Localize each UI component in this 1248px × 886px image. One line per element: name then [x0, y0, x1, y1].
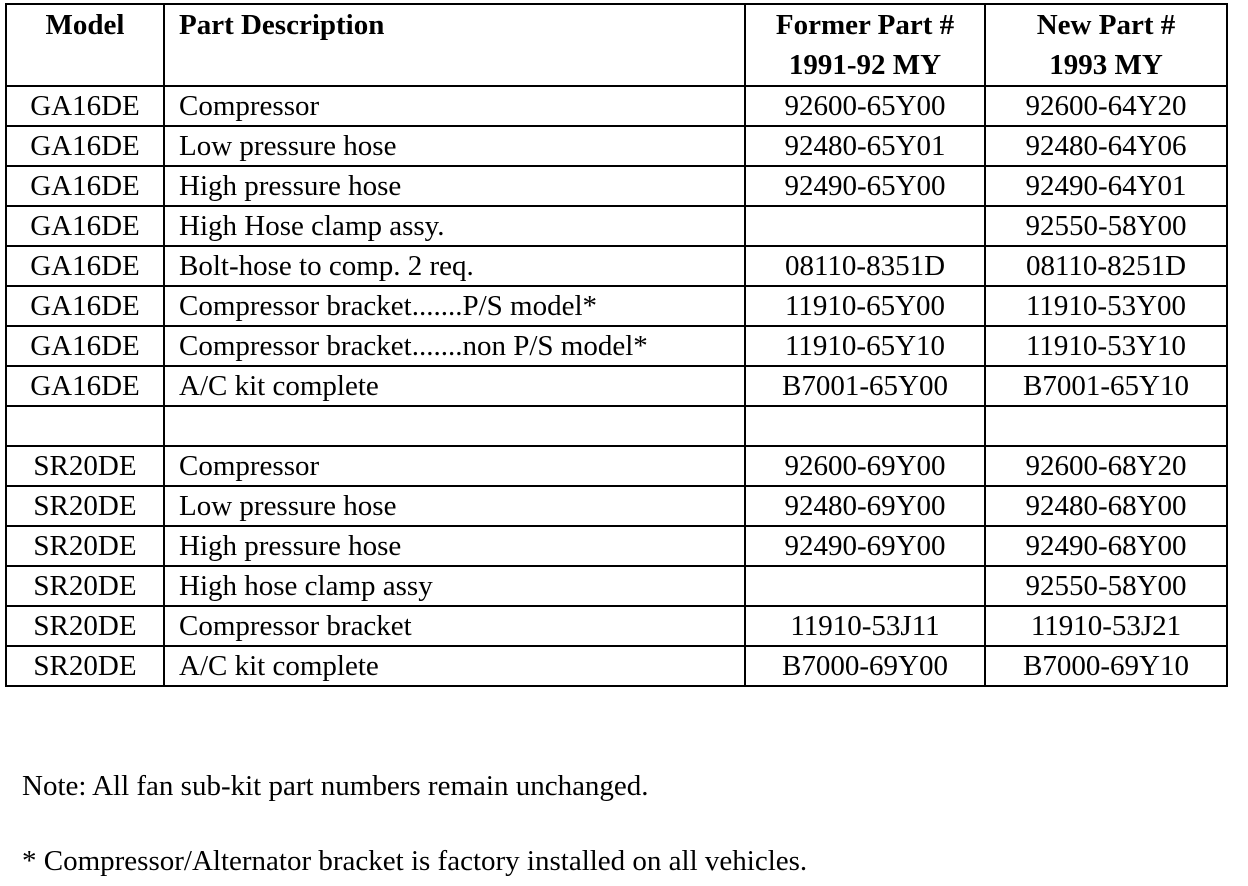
table-header: [6, 4, 1227, 86]
model-cell: SR20DE: [6, 566, 164, 606]
model-cell: SR20DE: [6, 606, 164, 646]
parts-table: [5, 3, 1228, 687]
header-new-line1: New Part #: [1036, 9, 1176, 41]
model-cell: GA16DE: [6, 86, 164, 126]
former-part-cell: 92480-69Y00: [745, 486, 985, 526]
table-row: [6, 526, 1227, 566]
new-part-cell: 92550-58Y00: [985, 206, 1227, 246]
model-cell: GA16DE: [6, 286, 164, 326]
former-part-cell: 08110-8351D: [745, 246, 985, 286]
new-part-cell: 92490-68Y00: [985, 526, 1227, 566]
bracket-footnote: * Compressor/Alternator bracket is factory installed on all vehicles.: [22, 845, 808, 877]
description-cell: Compressor bracket.......non P/S model*: [164, 326, 745, 366]
table-row: [6, 406, 1227, 446]
description-cell: Compressor bracket.......P/S model*: [164, 286, 745, 326]
new-part-cell: B7001-65Y10: [985, 366, 1227, 406]
header-model-label: Model: [45, 9, 125, 41]
new-part-cell: 92480-68Y00: [985, 486, 1227, 526]
new-part-cell: 11910-53Y00: [985, 286, 1227, 326]
former-part-cell: B7001-65Y00: [745, 366, 985, 406]
header-description-label: Part Description: [179, 9, 385, 41]
new-part-cell: [985, 406, 1227, 446]
description-cell: High hose clamp assy: [164, 566, 745, 606]
new-part-cell: 92600-64Y20: [985, 86, 1227, 126]
table-row: [6, 366, 1227, 406]
former-part-cell: 92490-69Y00: [745, 526, 985, 566]
header-description: [164, 4, 745, 86]
description-cell: High pressure hose: [164, 166, 745, 206]
new-part-cell: 92600-68Y20: [985, 446, 1227, 486]
model-cell: SR20DE: [6, 486, 164, 526]
table-row: [6, 286, 1227, 326]
table-row: [6, 246, 1227, 286]
former-part-cell: [745, 566, 985, 606]
description-cell: High Hose clamp assy.: [164, 206, 745, 246]
table-row: [6, 486, 1227, 526]
header-former-part: [745, 4, 985, 86]
header-new-part: [985, 4, 1227, 86]
model-cell: GA16DE: [6, 366, 164, 406]
table-row: [6, 206, 1227, 246]
table-row: [6, 606, 1227, 646]
model-cell: SR20DE: [6, 526, 164, 566]
former-part-cell: [745, 206, 985, 246]
former-part-cell: 92480-65Y01: [745, 126, 985, 166]
former-part-cell: B7000-69Y00: [745, 646, 985, 686]
description-cell: Low pressure hose: [164, 486, 745, 526]
header-new-line2: 1993 MY: [1049, 49, 1163, 81]
description-cell: Low pressure hose: [164, 126, 745, 166]
model-cell: GA16DE: [6, 206, 164, 246]
description-cell: Compressor bracket: [164, 606, 745, 646]
description-cell: Bolt-hose to comp. 2 req.: [164, 246, 745, 286]
description-cell: A/C kit complete: [164, 646, 745, 686]
description-cell: Compressor: [164, 86, 745, 126]
model-cell: SR20DE: [6, 646, 164, 686]
model-cell: GA16DE: [6, 166, 164, 206]
table-row: [6, 126, 1227, 166]
former-part-cell: 92600-69Y00: [745, 446, 985, 486]
description-cell: [164, 406, 745, 446]
table-body: [6, 86, 1227, 686]
model-cell: GA16DE: [6, 126, 164, 166]
new-part-cell: B7000-69Y10: [985, 646, 1227, 686]
table-row: [6, 646, 1227, 686]
model-cell: SR20DE: [6, 446, 164, 486]
header-row: [6, 4, 1227, 86]
header-former-line2: 1991-92 MY: [788, 49, 942, 81]
former-part-cell: 11910-65Y10: [745, 326, 985, 366]
new-part-cell: 08110-8251D: [985, 246, 1227, 286]
model-cell: [6, 406, 164, 446]
former-part-cell: [745, 406, 985, 446]
header-model: [6, 4, 164, 86]
description-cell: Compressor: [164, 446, 745, 486]
table-row: [6, 326, 1227, 366]
table-row: [6, 566, 1227, 606]
former-part-cell: 11910-53J11: [745, 606, 985, 646]
fan-kit-note: Note: All fan sub-kit part numbers remain unchanged.: [22, 770, 649, 802]
model-cell: GA16DE: [6, 326, 164, 366]
new-part-cell: 92550-58Y00: [985, 566, 1227, 606]
former-part-cell: 92490-65Y00: [745, 166, 985, 206]
former-part-cell: 11910-65Y00: [745, 286, 985, 326]
new-part-cell: 92480-64Y06: [985, 126, 1227, 166]
description-cell: A/C kit complete: [164, 366, 745, 406]
header-former-line1: Former Part #: [775, 9, 955, 41]
new-part-cell: 11910-53J21: [985, 606, 1227, 646]
former-part-cell: 92600-65Y00: [745, 86, 985, 126]
table-row: [6, 166, 1227, 206]
new-part-cell: 11910-53Y10: [985, 326, 1227, 366]
model-cell: GA16DE: [6, 246, 164, 286]
table-row: [6, 86, 1227, 126]
new-part-cell: 92490-64Y01: [985, 166, 1227, 206]
table-row: [6, 446, 1227, 486]
description-cell: High pressure hose: [164, 526, 745, 566]
